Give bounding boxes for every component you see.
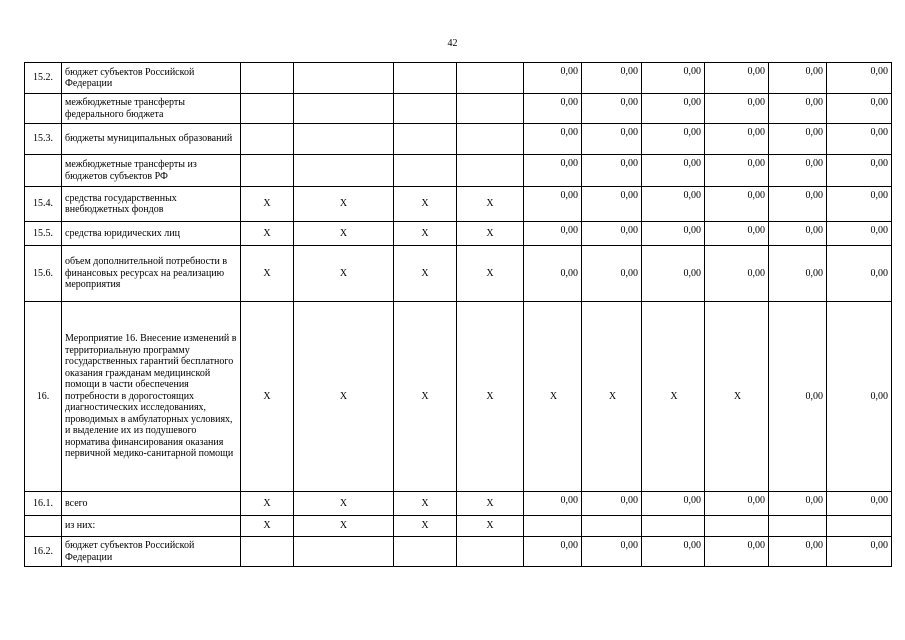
value-cell: 0,00 — [827, 187, 892, 222]
x-mark-cell — [241, 155, 294, 187]
x-mark-cell — [294, 124, 394, 155]
budget-table — [24, 62, 892, 567]
table-body — [25, 63, 892, 567]
row-description-cell: бюджеты муниципальных образований — [62, 124, 241, 155]
x-mark-cell — [394, 155, 457, 187]
value-cell: 0,00 — [582, 94, 642, 124]
value-cell: 0,00 — [642, 246, 705, 302]
row-description-cell: межбюджетные трансферты из бюджетов субъектов РФ — [62, 155, 241, 187]
value-cell: 0,00 — [524, 124, 582, 155]
x-mark-cell: Х — [294, 222, 394, 246]
value-cell: 0,00 — [582, 124, 642, 155]
x-mark-cell: Х — [294, 246, 394, 302]
value-cell: 0,00 — [827, 492, 892, 516]
x-mark-cell: Х — [394, 516, 457, 537]
value-cell: 0,00 — [827, 63, 892, 94]
value-cell — [524, 516, 582, 537]
value-cell: 0,00 — [705, 124, 769, 155]
value-cell: Х — [524, 302, 582, 492]
value-cell: 0,00 — [827, 124, 892, 155]
value-cell: 0,00 — [769, 537, 827, 567]
table-row — [25, 516, 892, 537]
value-cell: 0,00 — [827, 246, 892, 302]
value-cell: 0,00 — [827, 94, 892, 124]
x-mark-cell: Х — [241, 302, 294, 492]
table-row — [25, 94, 892, 124]
value-cell: 0,00 — [642, 492, 705, 516]
x-mark-cell: Х — [241, 222, 294, 246]
x-mark-cell — [457, 537, 524, 567]
x-mark-cell — [394, 124, 457, 155]
value-cell: 0,00 — [769, 492, 827, 516]
value-cell: 0,00 — [705, 537, 769, 567]
row-number-cell: 16.2. — [25, 537, 62, 567]
row-number-cell: 15.6. — [25, 246, 62, 302]
value-cell — [582, 516, 642, 537]
x-mark-cell: Х — [457, 516, 524, 537]
value-cell: 0,00 — [705, 63, 769, 94]
value-cell: 0,00 — [769, 187, 827, 222]
value-cell: 0,00 — [769, 222, 827, 246]
x-mark-cell — [457, 124, 524, 155]
value-cell — [642, 516, 705, 537]
value-cell: 0,00 — [642, 155, 705, 187]
x-mark-cell — [394, 63, 457, 94]
table-row — [25, 492, 892, 516]
x-mark-cell — [394, 537, 457, 567]
value-cell: Х — [642, 302, 705, 492]
x-mark-cell: Х — [457, 246, 524, 302]
page-number: 42 — [447, 38, 458, 49]
x-mark-cell — [241, 537, 294, 567]
value-cell: 0,00 — [642, 537, 705, 567]
value-cell: 0,00 — [827, 155, 892, 187]
row-description-cell: объем дополнительной потребности в финансовых ресурсах на реализацию мероприятия — [62, 246, 241, 302]
value-cell: 0,00 — [705, 246, 769, 302]
value-cell: 0,00 — [827, 222, 892, 246]
x-mark-cell: Х — [394, 246, 457, 302]
value-cell: 0,00 — [524, 246, 582, 302]
row-description-cell: всего — [62, 492, 241, 516]
row-description-cell: из них: — [62, 516, 241, 537]
x-mark-cell: Х — [241, 516, 294, 537]
value-cell: 0,00 — [582, 187, 642, 222]
value-cell: 0,00 — [642, 94, 705, 124]
x-mark-cell: Х — [394, 222, 457, 246]
x-mark-cell — [241, 94, 294, 124]
x-mark-cell: Х — [294, 302, 394, 492]
x-mark-cell — [457, 155, 524, 187]
x-mark-cell — [294, 537, 394, 567]
x-mark-cell: Х — [294, 187, 394, 222]
row-description-cell: средства юридических лиц — [62, 222, 241, 246]
value-cell: 0,00 — [524, 187, 582, 222]
value-cell: 0,00 — [827, 537, 892, 567]
table-row — [25, 124, 892, 155]
row-number-cell: 15.4. — [25, 187, 62, 222]
value-cell: Х — [705, 302, 769, 492]
value-cell: 0,00 — [642, 187, 705, 222]
row-number-cell — [25, 155, 62, 187]
table-row — [25, 155, 892, 187]
table-row — [25, 63, 892, 94]
value-cell: 0,00 — [827, 302, 892, 492]
value-cell: 0,00 — [705, 187, 769, 222]
value-cell: 0,00 — [524, 537, 582, 567]
value-cell: 0,00 — [769, 246, 827, 302]
x-mark-cell: Х — [241, 187, 294, 222]
table-row — [25, 246, 892, 302]
value-cell: 0,00 — [769, 63, 827, 94]
x-mark-cell — [394, 94, 457, 124]
table-row — [25, 222, 892, 246]
row-number-cell: 16.1. — [25, 492, 62, 516]
value-cell: 0,00 — [582, 246, 642, 302]
row-description-cell: средства государственных внебюджетных фондов — [62, 187, 241, 222]
table-row — [25, 302, 892, 492]
table-row — [25, 187, 892, 222]
value-cell: 0,00 — [705, 492, 769, 516]
x-mark-cell: Х — [294, 516, 394, 537]
value-cell: 0,00 — [642, 124, 705, 155]
x-mark-cell — [294, 94, 394, 124]
x-mark-cell: Х — [241, 492, 294, 516]
x-mark-cell — [241, 124, 294, 155]
value-cell: 0,00 — [582, 492, 642, 516]
value-cell: 0,00 — [524, 94, 582, 124]
x-mark-cell: Х — [394, 302, 457, 492]
value-cell: 0,00 — [524, 222, 582, 246]
row-number-cell — [25, 94, 62, 124]
x-mark-cell: Х — [241, 246, 294, 302]
value-cell: 0,00 — [769, 94, 827, 124]
x-mark-cell — [294, 155, 394, 187]
value-cell: 0,00 — [642, 63, 705, 94]
value-cell: 0,00 — [705, 155, 769, 187]
value-cell: 0,00 — [582, 537, 642, 567]
value-cell — [827, 516, 892, 537]
value-cell: 0,00 — [769, 302, 827, 492]
x-mark-cell — [457, 94, 524, 124]
row-number-cell: 15.2. — [25, 63, 62, 94]
value-cell: 0,00 — [705, 94, 769, 124]
x-mark-cell: Х — [457, 222, 524, 246]
value-cell: 0,00 — [524, 492, 582, 516]
value-cell: 0,00 — [582, 155, 642, 187]
value-cell: Х — [582, 302, 642, 492]
value-cell — [705, 516, 769, 537]
value-cell — [769, 516, 827, 537]
row-description-cell: Мероприятие 16. Внесение изменений в территориальную программу государственных гарантий бесплатного оказания гражданам медицинской помощи в части обеспечения потребности в дорогостоящих диагностических исследованиях, проводимых в амбулаторных условиях, и выделение их из подушевого норматива финансирования оказания первичной медико-санитарной помощи — [62, 302, 241, 492]
value-cell: 0,00 — [524, 63, 582, 94]
value-cell: 0,00 — [524, 155, 582, 187]
value-cell: 0,00 — [769, 155, 827, 187]
x-mark-cell: Х — [457, 187, 524, 222]
x-mark-cell: Х — [394, 492, 457, 516]
row-description-cell: бюджет субъектов Российской Федерации — [62, 63, 241, 94]
row-number-cell: 15.5. — [25, 222, 62, 246]
row-number-cell: 16. — [25, 302, 62, 492]
x-mark-cell — [241, 63, 294, 94]
row-description-cell: межбюджетные трансферты федерального бюджета — [62, 94, 241, 124]
table-row — [25, 537, 892, 567]
value-cell: 0,00 — [769, 124, 827, 155]
value-cell: 0,00 — [582, 222, 642, 246]
x-mark-cell — [457, 63, 524, 94]
row-description-cell: бюджет субъектов Российской Федерации — [62, 537, 241, 567]
x-mark-cell: Х — [457, 302, 524, 492]
row-number-cell — [25, 516, 62, 537]
x-mark-cell: Х — [457, 492, 524, 516]
x-mark-cell: Х — [294, 492, 394, 516]
x-mark-cell: Х — [394, 187, 457, 222]
value-cell: 0,00 — [642, 222, 705, 246]
value-cell: 0,00 — [705, 222, 769, 246]
value-cell: 0,00 — [582, 63, 642, 94]
row-number-cell: 15.3. — [25, 124, 62, 155]
x-mark-cell — [294, 63, 394, 94]
